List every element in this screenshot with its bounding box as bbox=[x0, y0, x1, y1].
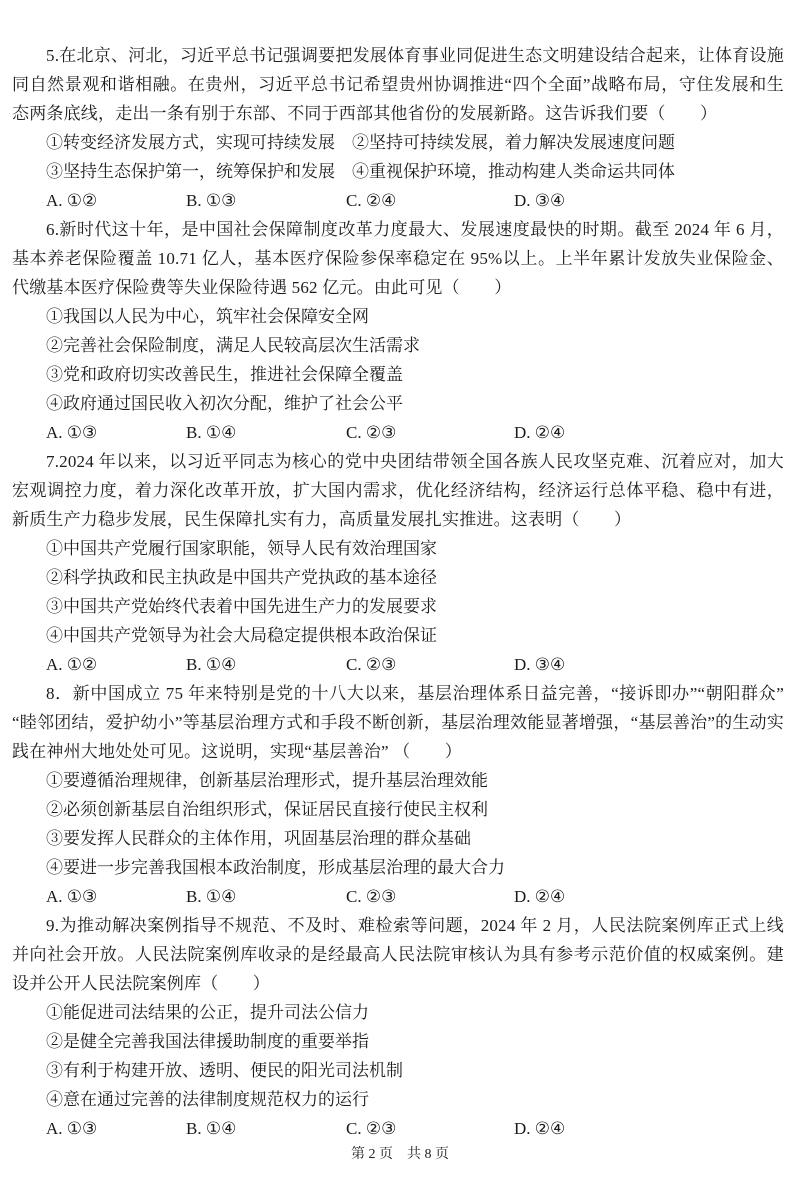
answer-choice-c: C. ②④ bbox=[346, 191, 397, 210]
answer-choice-b: B. ①④ bbox=[186, 423, 237, 442]
question-stem: 6.新时代这十年，是中国社会保障制度改革力度最大、发展速度最快的时期。截至 2024 年 6 月，基本养老保险覆盖 10.71 亿人，基本医疗保险参保率稳定在 95%以上。上半年累计发放失业保险金、代缴基本医疗保险费等失业保险待遇 562 亿元。由此可见（ ） bbox=[12, 220, 784, 297]
answer-choices-row bbox=[12, 650, 784, 679]
answer-choice-c: C. ②③ bbox=[346, 887, 397, 906]
statement-line: ①中国共产党履行国家职能，领导人民有效治理国家 bbox=[46, 539, 437, 558]
question-8 bbox=[12, 679, 784, 911]
answer-choices-row bbox=[12, 418, 784, 447]
question-6 bbox=[12, 215, 784, 447]
statement-line: ④中国共产党领导为社会大局稳定提供根本政治保证 bbox=[46, 626, 437, 645]
answer-choice-a: A. ①③ bbox=[46, 887, 98, 906]
answer-choices-row bbox=[12, 1114, 784, 1143]
statement-list bbox=[12, 998, 784, 1114]
statement-line: ②是健全完善我国法律援助制度的重要举指 bbox=[46, 1032, 369, 1051]
statement-line: ③坚持生态保护第一，统筹保护和发展 ④重视保护环境，推动构建人类命运共同体 bbox=[46, 162, 675, 181]
answer-choice-c: C. ②③ bbox=[346, 1119, 397, 1138]
question-stem: 8．新中国成立 75 年来特别是党的十八大以来，基层治理体系日益完善，“接诉即办”“朝阳群众”“睦邻团结，爱护幼小”等基层治理方式和手段不断创新，基层治理效能显著增强，“基层善治”的生动实践在神州大地处处可见。这说明，实现“基层善治” （ ） bbox=[12, 684, 784, 761]
statement-list bbox=[12, 128, 784, 186]
answer-choices-row bbox=[12, 882, 784, 911]
answer-choice-a: A. ①③ bbox=[46, 1119, 98, 1138]
question-stem: 5.在北京、河北，习近平总书记强调要把发展体育事业同促进生态文明建设结合起来，让体育设施同自然景观和谐相融。在贵州，习近平总书记希望贵州协调推进“四个全面”战略布局，守住发展和生态两条底线，走出一条有别于东部、不同于西部其他省份的发展新路。这告诉我们要（ ） bbox=[12, 46, 784, 123]
question-stem: 7.2024 年以来，以习近平同志为核心的党中央团结带领全国各族人民攻坚克难、沉着应对，加大宏观调控力度，着力深化改革开放，扩大国内需求，优化经济结构，经济运行总体平稳、稳中有进，新质生产力稳步发展，民生保障扎实有力，高质量发展扎实推进。这表明（ ） bbox=[12, 452, 784, 529]
questions-container bbox=[12, 41, 784, 1143]
statement-line: ①转变经济发展方式，实现可持续发展 ②坚持可持续发展，着力解决发展速度问题 bbox=[46, 133, 675, 152]
answer-choice-a: A. ①② bbox=[46, 191, 98, 210]
question-5 bbox=[12, 41, 784, 215]
page-footer bbox=[0, 1145, 800, 1165]
statement-line: ①我国以人民为中心，筑牢社会保障安全网 bbox=[46, 307, 369, 326]
answer-choice-d: D. ②④ bbox=[514, 887, 566, 906]
answer-choice-b: B. ①③ bbox=[186, 191, 237, 210]
answer-choice-b: B. ①④ bbox=[186, 887, 237, 906]
answer-choice-a: A. ①③ bbox=[46, 423, 98, 442]
answer-choice-d: D. ③④ bbox=[514, 655, 566, 674]
question-9 bbox=[12, 911, 784, 1143]
statement-line: ④意在通过完善的法律制度规范权力的运行 bbox=[46, 1090, 369, 1109]
statement-line: ④要进一步完善我国根本政治制度，形成基层治理的最大合力 bbox=[46, 858, 505, 877]
answer-choices-row bbox=[12, 186, 784, 215]
answer-choice-a: A. ①② bbox=[46, 655, 98, 674]
statement-line: ②科学执政和民主执政是中国共产党执政的基本途径 bbox=[46, 568, 437, 587]
answer-choice-b: B. ①④ bbox=[186, 1119, 237, 1138]
question-stem: 9.为推动解决案例指导不规范、不及时、难检索等问题，2024 年 2 月，人民法院案例库正式上线并向社会开放。人民法院案例库收录的是经最高人民法院审核认为具有参考示范价值的权威案例。建设并公开人民法院案例库（ ） bbox=[12, 916, 784, 993]
statement-list bbox=[12, 302, 784, 418]
statement-line: ②必须创新基层自治组织形式，保证居民直接行使民主权利 bbox=[46, 800, 488, 819]
question-7 bbox=[12, 447, 784, 679]
statement-line: ①要遵循治理规律，创新基层治理形式，提升基层治理效能 bbox=[46, 771, 488, 790]
statement-line: ②完善社会保险制度，满足人民较高层次生活需求 bbox=[46, 336, 420, 355]
statement-line: ③有利于构建开放、透明、便民的阳光司法机制 bbox=[46, 1061, 403, 1080]
statement-list bbox=[12, 534, 784, 650]
answer-choice-b: B. ①④ bbox=[186, 655, 237, 674]
statement-line: ①能促进司法结果的公正，提升司法公信力 bbox=[46, 1003, 369, 1022]
page-number-text: 第 2 页 共 8 页 bbox=[351, 1147, 449, 1162]
statement-line: ③党和政府切实改善民生，推进社会保障全覆盖 bbox=[46, 365, 403, 384]
statement-list bbox=[12, 766, 784, 882]
statement-line: ④政府通过国民收入初次分配，维护了社会公平 bbox=[46, 394, 403, 413]
statement-line: ③要发挥人民群众的主体作用，巩固基层治理的群众基础 bbox=[46, 829, 471, 848]
answer-choice-d: D. ②④ bbox=[514, 1119, 566, 1138]
answer-choice-c: C. ②③ bbox=[346, 423, 397, 442]
answer-choice-d: D. ③④ bbox=[514, 191, 566, 210]
answer-choice-c: C. ②③ bbox=[346, 655, 397, 674]
statement-line: ③中国共产党始终代表着中国先进生产力的发展要求 bbox=[46, 597, 437, 616]
answer-choice-d: D. ②④ bbox=[514, 423, 566, 442]
